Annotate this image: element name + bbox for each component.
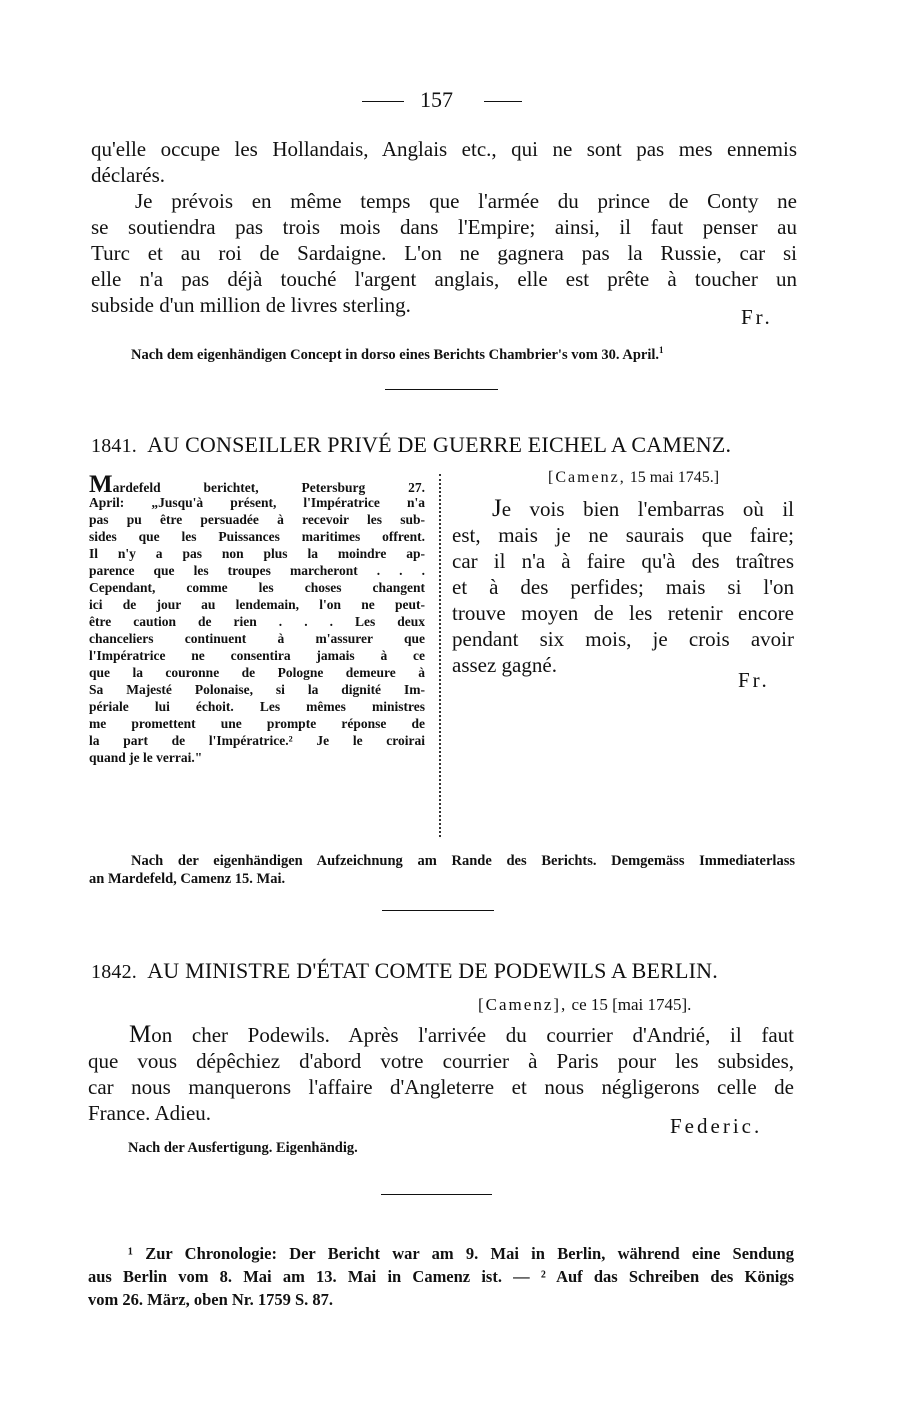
footnote-line: ¹ Zur Chronologie: Der Bericht war am 9. Mai in Berlin, während eine Sendung [128, 1244, 794, 1263]
text-line: quand je le verrai." [89, 750, 203, 765]
letter-body [88, 1022, 794, 1126]
drop-cap: J [492, 495, 502, 522]
source-note [89, 852, 795, 888]
letter-body [452, 496, 794, 678]
signature: Fr. [741, 305, 773, 329]
letter-title: AU CONSEILLER PRIVÉ DE GUERRE EICHEL A CAMENZ. [147, 432, 732, 457]
text-line: Nach der eigenhändigen Aufzeichnung am Rande des Berichts. Demgemäss Immediaterlass [131, 853, 795, 869]
drop-cap: M [129, 1021, 152, 1048]
letter-number: 1841. [91, 435, 137, 457]
text-line: l'Impératrice ne consentira jamais à ce [89, 648, 425, 663]
text-line: elle n'a pas déjà touché l'argent anglais, elle est prête à toucher un [91, 267, 797, 291]
text-line: assez gagné. [452, 653, 557, 677]
text-line: subside d'un million de livres sterling. [91, 293, 411, 317]
text-line: car nous manquerons l'affaire d'Angleterre et nous négligerons celle de [88, 1075, 794, 1099]
text-line: an Mardefeld, Camenz 15. Mai. [89, 871, 286, 887]
text-line: et à des perfides; mais si l'on [452, 575, 794, 599]
text-line: Je prévois en même temps que l'armée du prince de Conty ne [135, 189, 797, 213]
footnotes [88, 1242, 794, 1311]
text-line: Sa Majesté Polonaise, si la dignité Im- [89, 682, 425, 697]
text-line: April: „Jusqu'à présent, l'Impératrice n'a [89, 495, 425, 510]
text-line: est, mais je ne saurais que faire; [452, 523, 794, 547]
column-divider [439, 474, 441, 837]
text-line: car il n'a à faire qu'à des traîtres [452, 549, 794, 573]
text-line: pendant six mois, je crois avoir [452, 627, 794, 651]
text-line: Cependant, comme les choses changent [89, 580, 425, 595]
text-line: Mardefeld berichtet, Petersburg 27. [89, 471, 425, 498]
letter-heading-1841 [91, 432, 731, 458]
footnote-marker: 1 [659, 345, 664, 355]
text-line: sides que les Puissances maritimes offrent. [89, 529, 425, 544]
text-line: qu'elle occupe les Hollandais, Anglais etc., qui ne sont pas mes ennemis [91, 137, 797, 161]
footnote-line: vom 26. März, oben Nr. 1759 S. 87. [88, 1290, 334, 1309]
text-line: pas pu être persuadée à recevoir les sub- [89, 512, 425, 527]
text-line: Il n'y a pas non plus la moindre ap- [89, 546, 425, 561]
source-note: Nach der Ausfertigung. Eigenhändig. [128, 1140, 358, 1156]
text-line: que la couronne de Pologne demeure à [89, 665, 425, 680]
letter-title: AU MINISTRE D'ÉTAT COMTE DE PODEWILS A BERLIN. [147, 958, 718, 983]
text-line: France. Adieu. [88, 1101, 212, 1125]
continuation-paragraph-1 [91, 136, 797, 188]
page-number-rule-right [484, 101, 522, 102]
dateline: [Camenz], ce 15 [mai 1745]. [478, 995, 692, 1014]
text-line: se soutiendra pas trois mois dans l'Empire; ainsi, il faut penser au [91, 215, 797, 239]
text-line: parence que les troupes marcheront . . . [89, 563, 425, 578]
text-line: la part de l'Impératrice.² Je le croirai [89, 733, 425, 748]
letter-heading-1842 [91, 958, 718, 984]
letter-number: 1842. [91, 961, 137, 983]
text-line: me promettent une prompte réponse de [89, 716, 425, 731]
text-line: Mon cher Podewils. Après l'arrivée du courrier d'Andrié, il faut [129, 1021, 794, 1048]
page-number-rule-left [362, 101, 404, 102]
source-note: Nach dem eigenhändigen Concept in dorso eines Berichts Chambrier's vom 30. April.$^1$ [131, 345, 664, 363]
page-number: 157 [420, 87, 453, 112]
text-line: déclarés. [91, 163, 166, 187]
dateline: [Camenz, 15 mai 1745.] [548, 469, 720, 486]
text-line: périale lui échoit. Les mêmes ministres [89, 699, 425, 714]
signature: Fr. [738, 668, 770, 692]
summary-column [89, 471, 425, 766]
continuation-paragraph-2 [91, 188, 797, 318]
footnote-line: aus Berlin vom 8. Mai am 13. Mai in Camenz ist. — ² Auf das Schreiben des Königs [88, 1267, 794, 1286]
section-divider [385, 389, 498, 390]
text-line: chanceliers continuent à m'assurer que [89, 631, 425, 646]
drop-cap: M [89, 471, 113, 498]
section-divider [382, 910, 494, 911]
text-line: ici de jour au lendemain, l'on ne peut- [89, 597, 425, 612]
text-line: trouve moyen de les retenir encore [452, 601, 794, 625]
text-line: être caution de rien . . . Les deux [89, 614, 425, 629]
text-line: que vous dépêchiez d'abord votre courrier à Paris pour les subsides, [88, 1049, 794, 1073]
signature: Federic. [670, 1114, 763, 1138]
section-divider [381, 1194, 492, 1195]
text-line: Turc et au roi de Sardaigne. L'on ne gagnera pas la Russie, car si [91, 241, 797, 265]
text-line: Je vois bien l'embarras où il [492, 495, 794, 522]
